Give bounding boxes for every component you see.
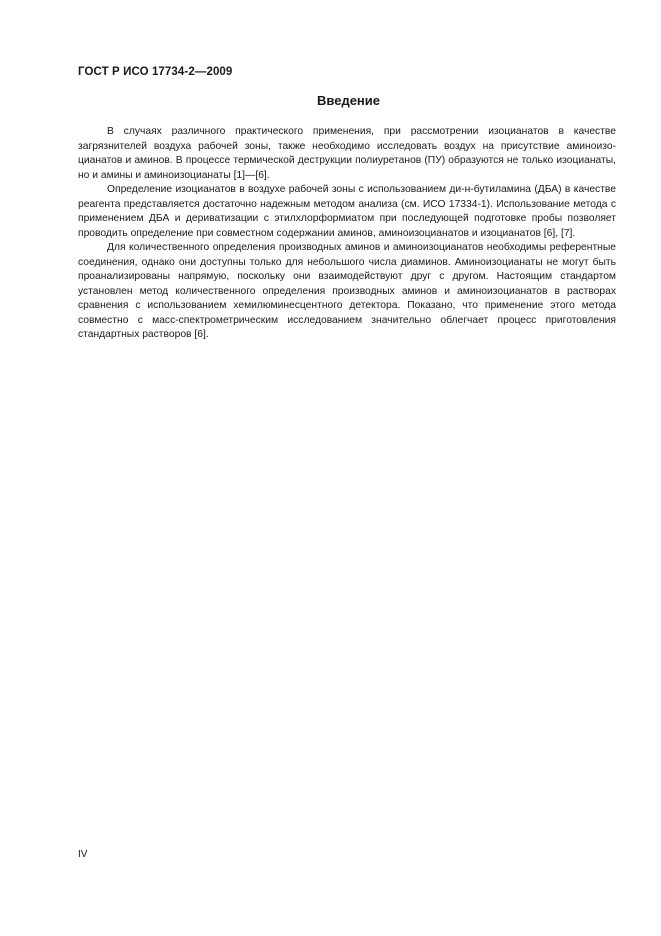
paragraph-3: Для количественного определения производных аминов и аминоизоцианатов необходимы референтные соединения, однако они доступны только для небольшого числа диаминов. Аминоизоцианаты не могут быть проанализированы напрямую, поскольку они взаимодействуют друг с другом. Настоящим стандартом установлен метод количественного определения производных аминов и аминоизоцианатов в растворах сравнения с использованием хемилюминесцентного детектора. Показано, что применение этого метода совместно с масс-спектрометрическим исследованием значительно облегчает процесс приготовления стандартных растворов [6]. — [78, 242, 616, 340]
page-number: IV — [78, 849, 88, 860]
document-header: ГОСТ Р ИСО 17734-2—2009 — [78, 66, 233, 78]
body-text — [78, 125, 616, 343]
paragraph-1: В случаях различного практического применения, при рассмотрении изоцианатов в качестве загрязнителей воздуха рабочей зоны, также необходимо исследовать воздух на присутствие аминоизоцианатов и аминов. В процессе термической деструкции полиуретанов (ПУ) образуются не только изоцианаты, но и амины и аминоизоцианаты [1]—[6]. — [78, 126, 616, 181]
section-title: Введение — [317, 93, 380, 108]
paragraph-2: Определение изоцианатов в воздухе рабочей зоны с использованием ди-н-бутиламина (ДБА) в качестве реагента представляется достаточно надежным методом анализа (см. ИСО 17334-1). Использование метода с применением ДБА и дериватизации с этилхлорформиатом при последующей подготовке пробы позволяет проводить определение при совместном содержании аминов, аминоизоцианатов и изоцианатов [6], [7]. — [78, 184, 616, 239]
